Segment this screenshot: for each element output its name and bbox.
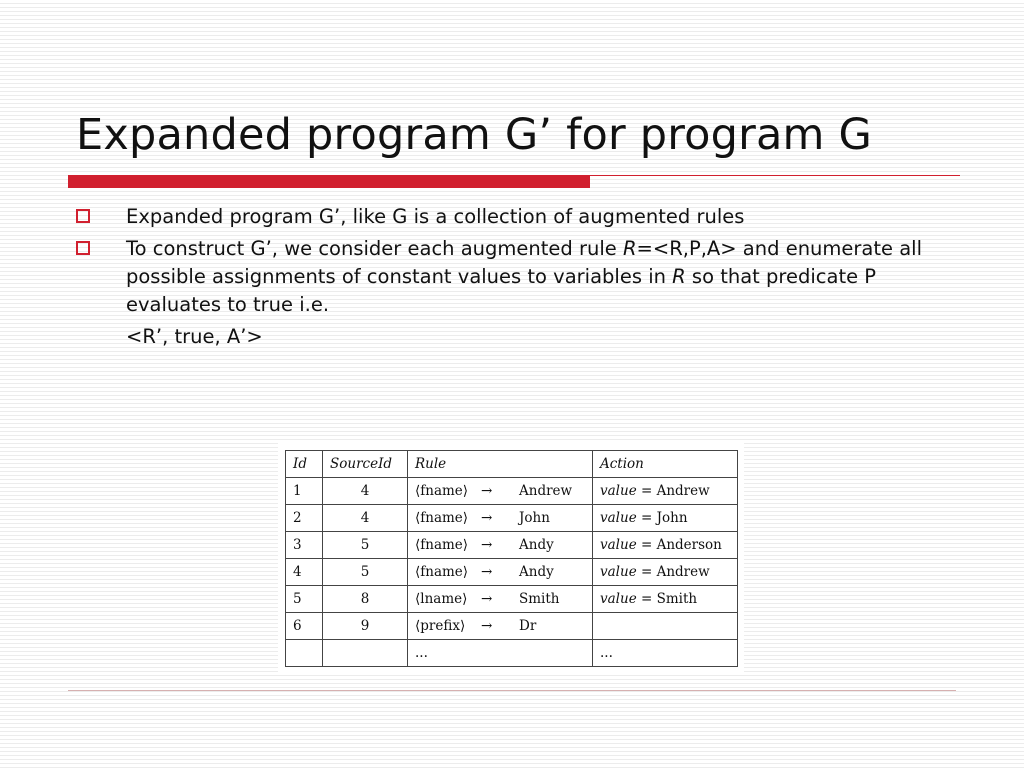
cell-rule: [408, 613, 593, 640]
cell-source-id: 5: [323, 559, 408, 586]
sub-line: <R’, true, A’>: [126, 325, 263, 348]
cell-id: 6: [286, 613, 323, 640]
cell-id: 3: [286, 532, 323, 559]
rule-lhs: ⟨fname⟩: [415, 483, 469, 499]
rule-rhs: Andy: [519, 537, 554, 553]
rule-rhs: John: [519, 510, 550, 526]
bullet-text-part: so that predicate P evaluates to true i.e.: [126, 265, 877, 316]
header-rule: Rule: [408, 451, 593, 478]
bullet-item: [76, 203, 976, 231]
cell-id: 5: [286, 586, 323, 613]
table-row: [286, 559, 738, 586]
cell-rule: [408, 505, 593, 532]
header-id: Id: [286, 451, 323, 478]
cell-source-id: 4: [323, 478, 408, 505]
cell-source-id: 4: [323, 505, 408, 532]
rule-arrow: →: [481, 537, 493, 553]
cell-id: 2: [286, 505, 323, 532]
cell-source-id: 5: [323, 532, 408, 559]
action-value: Andrew: [656, 483, 710, 499]
action-variable: value: [600, 483, 637, 499]
cell-source-id: 8: [323, 586, 408, 613]
bullet-text: Expanded program G’, like G is a collection of augmented rules: [126, 205, 745, 228]
table-row: [286, 613, 738, 640]
rules-table: [285, 450, 738, 667]
rule-rhs: Andy: [519, 564, 554, 580]
rule-rhs: Smith: [519, 591, 560, 607]
action-variable: value: [600, 510, 637, 526]
bullet-text: [126, 237, 922, 316]
cell-action: [593, 640, 738, 667]
table-row: [286, 478, 738, 505]
cell-id: 4: [286, 559, 323, 586]
action-operator: =: [636, 591, 657, 607]
action-value: Andrew: [656, 564, 710, 580]
square-bullet-icon: [76, 209, 90, 223]
rule-arrow: →: [481, 564, 493, 580]
action-operator: =: [636, 537, 657, 553]
header-source-id: SourceId: [323, 451, 408, 478]
bullet-list: [76, 203, 976, 355]
cell-source-id: [323, 640, 408, 667]
cell-action: [593, 505, 738, 532]
cell-action: [593, 478, 738, 505]
cell-rule: [408, 586, 593, 613]
rule-lhs: ⟨fname⟩: [415, 537, 469, 553]
cell-rule: [408, 532, 593, 559]
rule-lhs: ...: [415, 645, 428, 661]
rule-symbol: R: [622, 237, 637, 260]
action-operator: =: [636, 510, 657, 526]
cell-rule: [408, 478, 593, 505]
table-row: [286, 532, 738, 559]
rule-lhs: ⟨lname⟩: [415, 591, 468, 607]
bullet-item: [76, 235, 976, 319]
cell-id: [286, 640, 323, 667]
table-header-row: [286, 451, 738, 478]
action-value: Anderson: [656, 537, 722, 553]
rule-arrow: →: [481, 618, 493, 634]
bullet-text-part: To construct G’, we consider each augmented rule: [126, 237, 623, 260]
rule-rhs: Dr: [519, 618, 537, 634]
action-operator: =: [636, 483, 657, 499]
square-bullet-icon: [76, 241, 90, 255]
table-figure: [278, 443, 744, 673]
action-variable: value: [600, 564, 637, 580]
action-value: Smith: [656, 591, 698, 607]
action-variable: value: [600, 537, 637, 553]
cell-action: [593, 586, 738, 613]
cell-action: [593, 532, 738, 559]
rule-lhs: ⟨prefix⟩: [415, 618, 466, 634]
action-variable: value: [600, 591, 637, 607]
slide-title: Expanded program G’ for program G: [76, 110, 873, 160]
rule-symbol: R: [672, 265, 686, 288]
header-action: Action: [593, 451, 738, 478]
cell-rule: [408, 559, 593, 586]
cell-source-id: 9: [323, 613, 408, 640]
cell-id: 1: [286, 478, 323, 505]
rule-arrow: [481, 645, 519, 661]
title-accent-bar: [68, 175, 590, 188]
bullet-text-part: =<R,P,A> and enumerate all possible assignments of constant values to variables in: [126, 237, 922, 288]
rule-lhs: ⟨fname⟩: [415, 564, 469, 580]
action-value: John: [656, 510, 688, 526]
cell-action: [593, 559, 738, 586]
rule-rhs: Andrew: [519, 483, 573, 499]
rule-arrow: →: [481, 510, 493, 526]
rule-arrow: →: [481, 591, 493, 607]
cell-rule: [408, 640, 593, 667]
rule-lhs: ⟨fname⟩: [415, 510, 469, 526]
action-operator: ...: [600, 645, 613, 661]
rule-arrow: →: [481, 483, 493, 499]
table-row: [286, 505, 738, 532]
table-row: [286, 640, 738, 667]
title-accent-line: [590, 175, 960, 176]
footer-divider: [68, 690, 956, 691]
table-row: [286, 586, 738, 613]
cell-action: [593, 613, 738, 640]
action-operator: =: [636, 564, 657, 580]
